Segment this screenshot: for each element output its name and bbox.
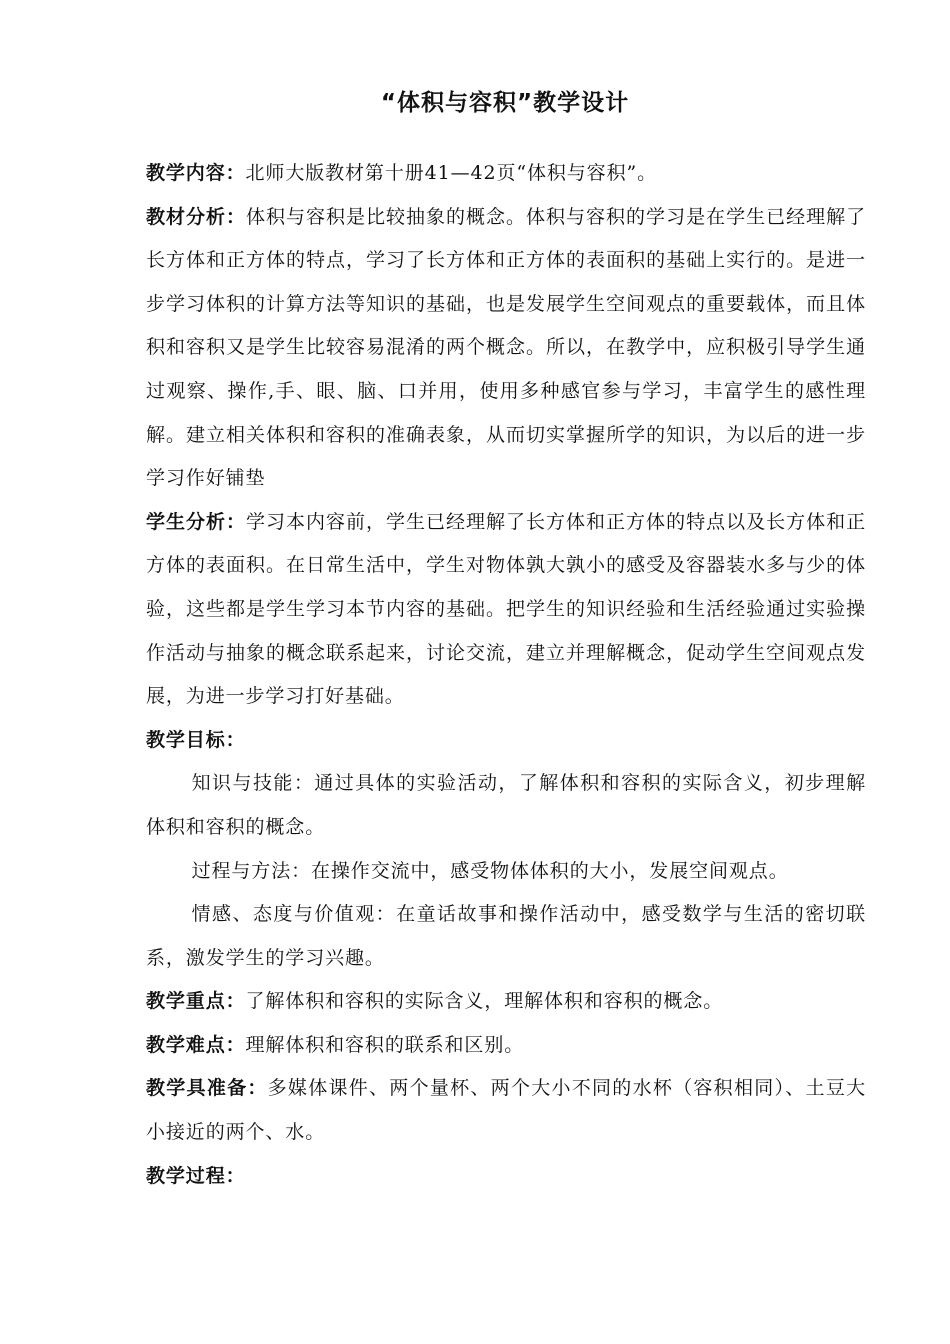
goal-knowledge: 知识与技能：通过具体的实验活动，了解体积和容积的实际含义，初步理解体积和容积的概念。 [146,772,866,838]
difficulties-label: 教学难点： [146,1033,246,1056]
process-heading [146,1155,866,1199]
student-analysis-paragraph [146,501,866,719]
preparation-label: 教学具准备： [146,1077,268,1100]
preparation-text: 多媒体课件、两个量杯、两个大小不同的水杯（容积相同）、土豆大小接近的两个、水。 [146,1077,866,1144]
document-title: “体积与容积”教学设计 [380,90,630,116]
goal-process: 过程与方法：在操作交流中，感受物体体积的大小，发展空间观点。 [191,859,789,882]
key-points-label: 教学重点： [146,990,246,1013]
goals-label: 教学目标： [146,728,246,751]
difficulties-text: 理解体积和容积的联系和区别。 [245,1033,525,1056]
document-body [146,152,866,1198]
student-analysis-label: 学生分析： [146,510,247,533]
preparation-paragraph [146,1067,866,1154]
content-paragraph [146,152,866,196]
goal-emotion: 情感、态度与价值观：在童话故事和操作活动中，感受数学与生活的密切联系，激发学生的学习兴趣。 [146,903,866,969]
material-analysis-text: 体积与容积是比较抽象的概念。体积与容积的学习是在学生已经理解了长方体和正方体的特点，学习了长方体和正方体的表面积的基础上实行的。是进一步学习体积的计算方法等知识的基础，也是发展学生空间观点的重要载体，而且体积和容积又是学生比较容易混淆的两个概念。所以，在教学中，应积极引导学生通过观察、操作,手、眼、脑、口并用，使用多种感官参与学习，丰富学生的感性理解。建立相关体积和容积的准确表象，从而切实掌握所学的知识，为以后的进一步学习作好铺垫 [146,205,866,490]
material-analysis-label: 教材分析： [146,205,247,228]
key-points-paragraph [146,980,866,1024]
process-label: 教学过程： [146,1164,246,1187]
student-analysis-text: 学习本内容前，学生已经理解了长方体和正方体的特点以及长方体和正方体的表面积。在日常生活中，学生对物体孰大孰小的感受及容器装水多与少的体验，这些都是学生学习本节内容的基础。把学生的知识经验和生活经验通过实验操作活动与抽象的概念联系起来，讨论交流，建立并理解概念，促动学生空间观点发展，为进一步学习打好基础。 [146,510,866,708]
key-points-text: 了解体积和容积的实际含义，理解体积和容积的概念。 [245,990,724,1013]
content-label: 教学内容： [146,162,246,184]
difficulties-paragraph [146,1024,866,1068]
material-analysis-paragraph [146,196,866,501]
content-text: 北师大版教材第十册41—42页“体积与容积”。 [245,162,657,184]
goals-heading [146,719,866,763]
